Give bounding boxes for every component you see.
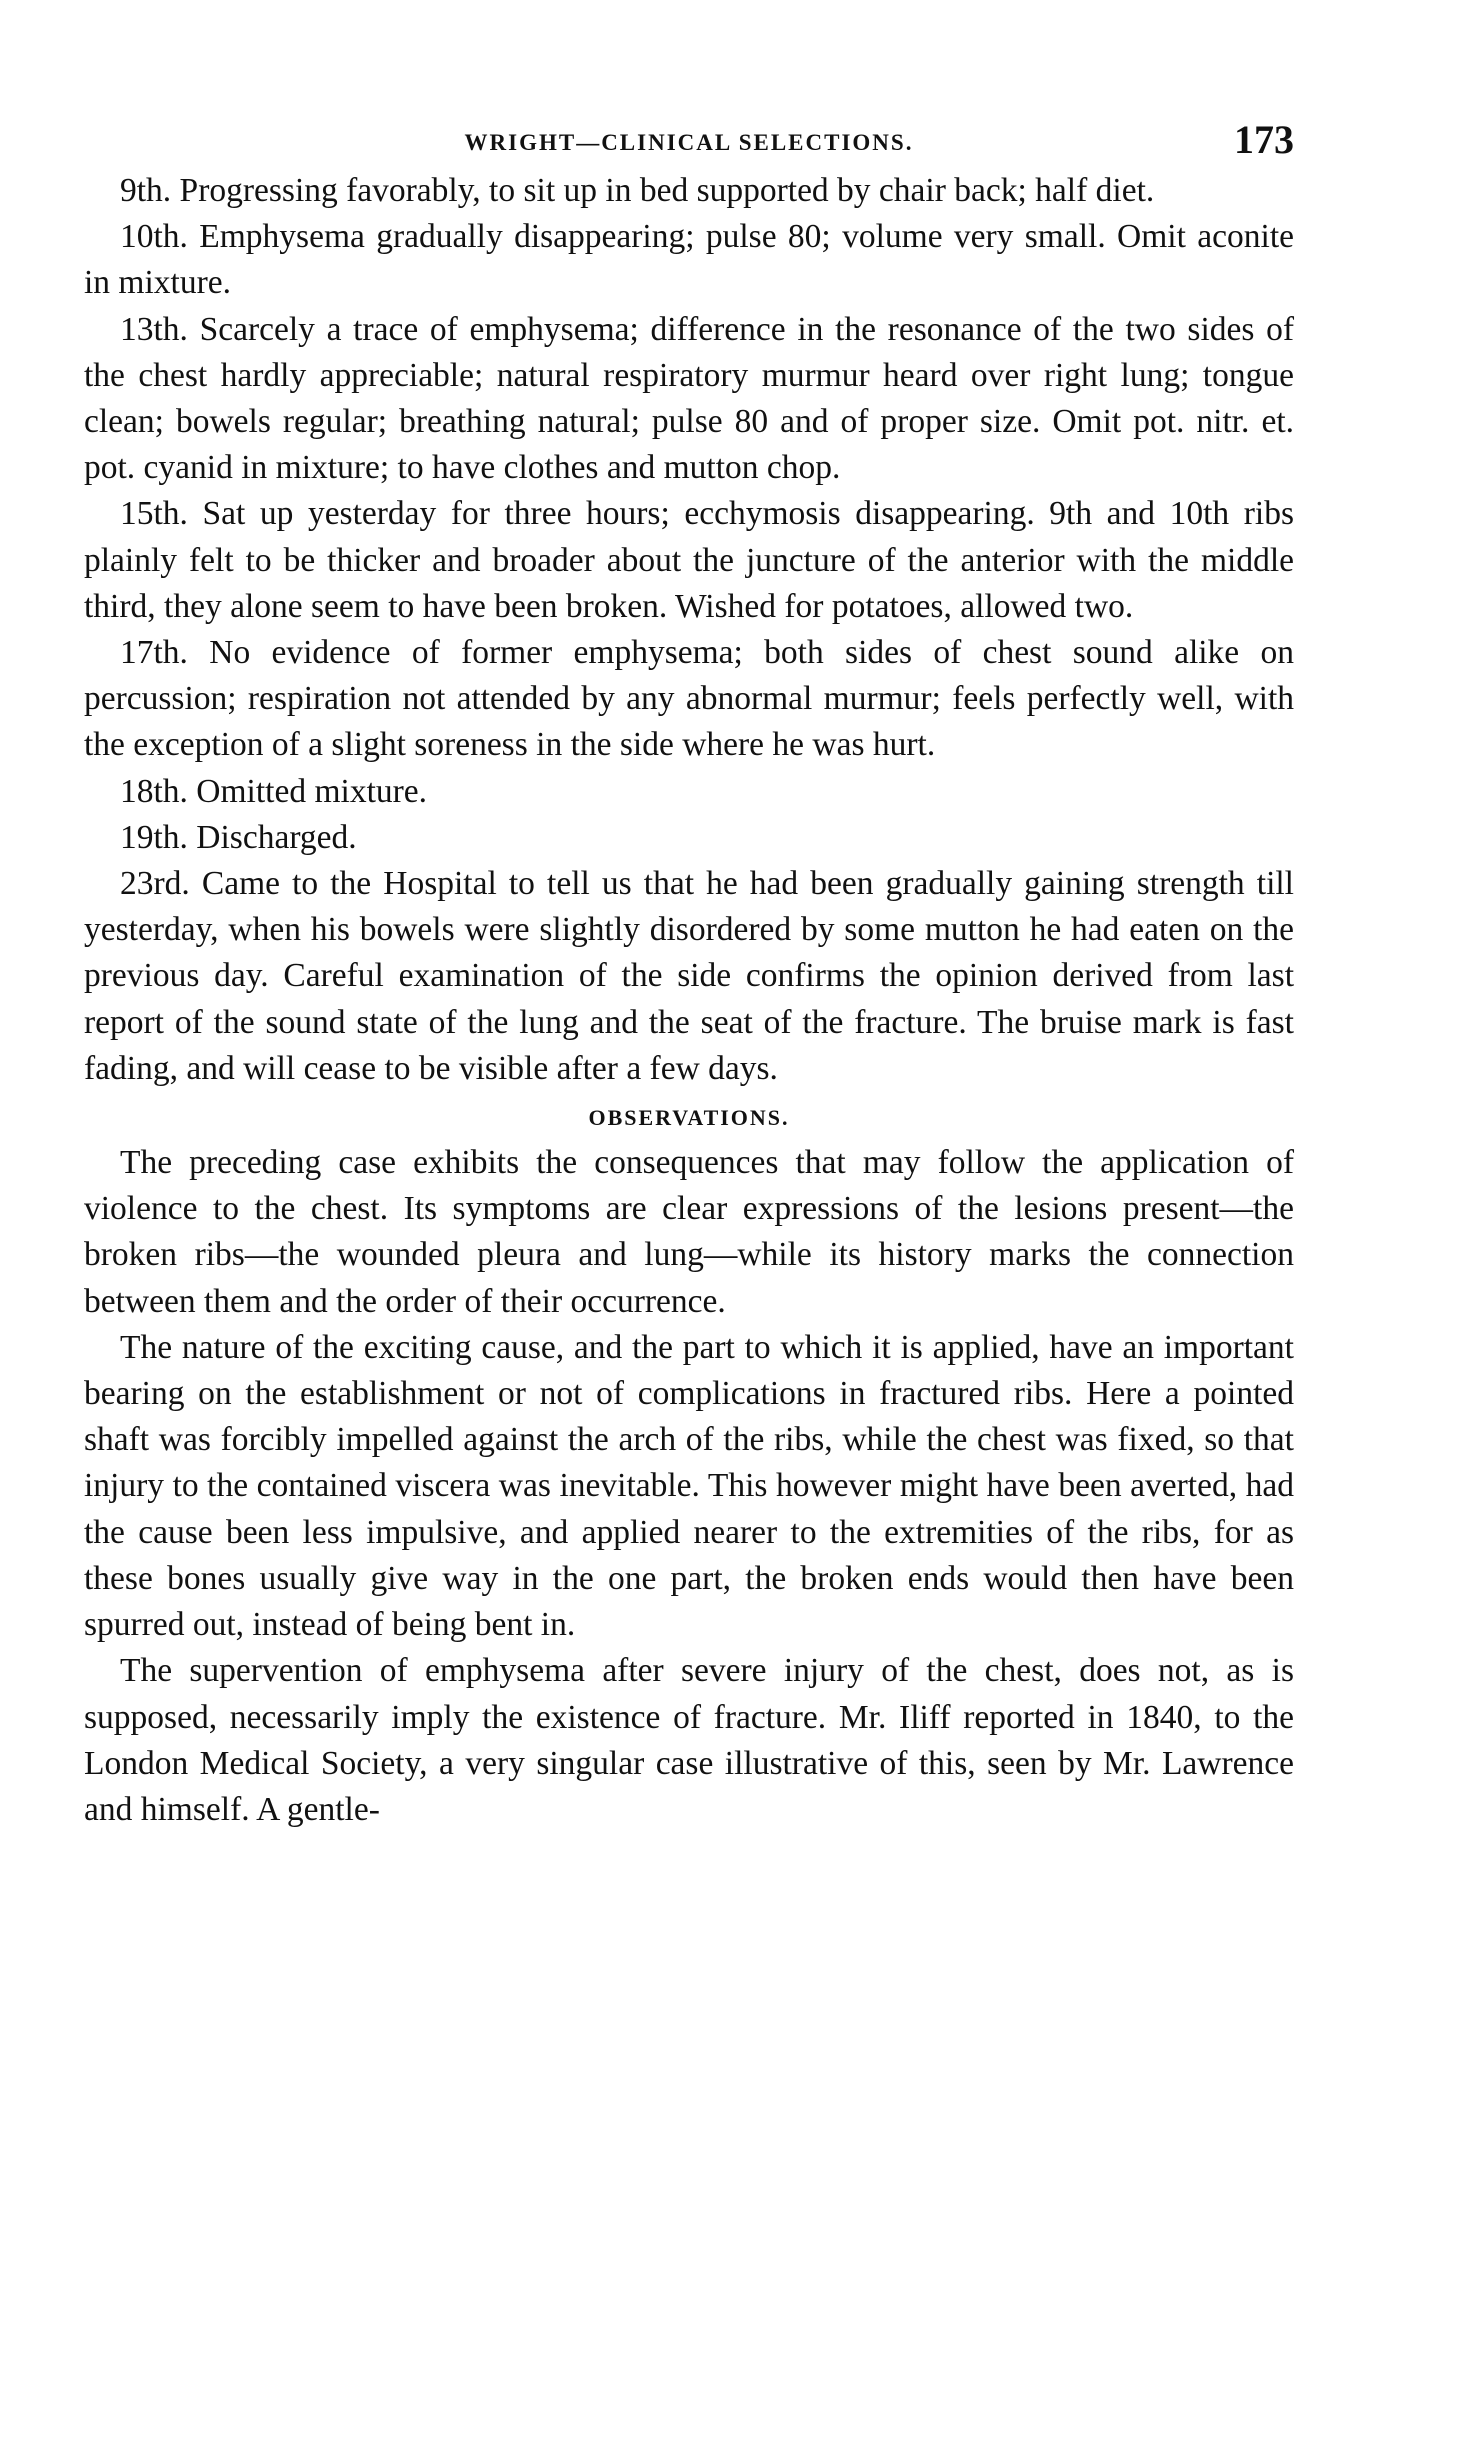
case-entries [84,168,1294,1092]
entry-9th: 9th. Progressing favorably, to sit up in bed supported by chair back; half diet. [120,172,1155,209]
observations-heading: OBSERVATIONS. [588,1105,790,1131]
observation-paragraph: The supervention of emphysema after severe injury of the chest, does not, as is supposed, necessarily imply the existence of fracture. Mr. Iliff reported in 1840, to the London Medical Society, a very singular case illustrative of this, seen by Mr. Lawrence and himself. A gentle- [84,1652,1294,1828]
entry-19th: 19th. Discharged. [120,818,357,856]
entry-10th: 10th. Emphysema gradually disappearing; pulse 80; volume very small. Omit aconite in mixture. [84,218,1294,302]
book-page [84,108,1294,1833]
page-number: 173 [1234,117,1294,162]
entry-17th: 17th. No evidence of former emphysema; both sides of chest sound alike on percussion; respiration not attended by any abnormal murmur; feels perfectly well, with the exception of a slight soreness in the side where he was hurt. [84,634,1294,764]
entry-15th: 15th. Sat up yesterday for three hours; ecchymosis disappearing. 9th and 10th ribs plainly felt to be thicker and broader about the juncture of the anterior with the middle third, they alone seem to have been broken. Wished for potatoes, allowed two. [84,495,1294,625]
running-title: WRIGHT—CLINICAL SELECTIONS. [464,130,914,155]
observation-paragraph: The preceding case exhibits the consequences that may follow the application of violence to the chest. Its symptoms are clear expressions of the lesions present—the broken ribs—the wounded pleura and lung—while its history marks the connection between them and the order of their occurrence. [84,1144,1294,1320]
running-head [84,108,1294,168]
entry-18th: 18th. Omitted mixture. [120,772,428,810]
entry-23rd: 23rd. Came to the Hospital to tell us that he had been gradually gaining strength till yesterday, when his bowels were slightly disordered by some mutton he had eaten on the previous day. Careful examination of the side confirms the opinion derived from last report of the sound state of the lung and the seat of the fracture. The bruise mark is fast fading, and will cease to be visible after a few days. [84,865,1294,1087]
entry-13th: 13th. Scarcely a trace of emphysema; difference in the resonance of the two sides of the chest hardly appreciable; natural respiratory murmur heard over right lung; tongue clean; bowels regular; breathing natural; pulse 80 and of proper size. Omit pot. nitr. et. pot. cyanid in mixture; to have clothes and mutton chop. [84,310,1294,487]
observations-body [84,1140,1294,1833]
observation-paragraph: The nature of the exciting cause, and the part to which it is applied, have an important bearing on the establishment or not of complications in fractured ribs. Here a pointed shaft was forcibly impelled against the arch of the ribs, while the chest was fixed, so that injury to the contained viscera was inevitable. This however might have been averted, had the cause been less impulsive, and applied nearer to the extremities of the ribs, for as these bones usually give way in the one part, the broken ends would then have been spurred out, instead of being bent in. [84,1328,1294,1644]
